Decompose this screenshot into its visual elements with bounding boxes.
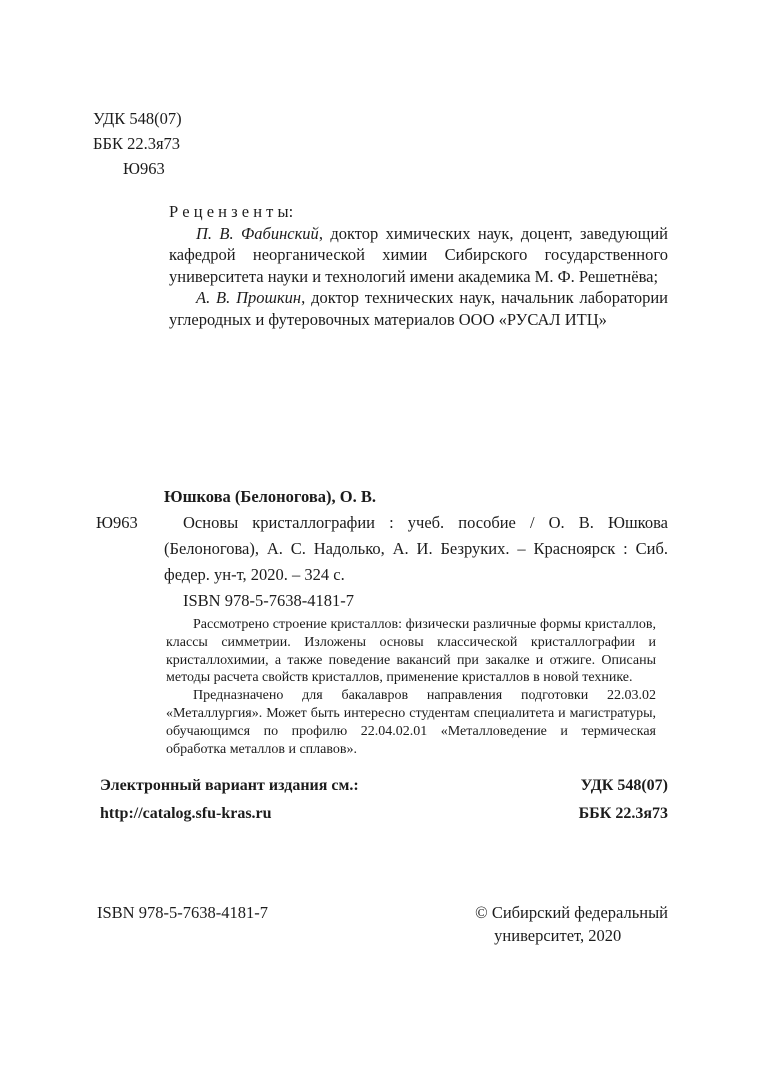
classification-codes [93, 106, 182, 181]
reviewer-description: , доктор химических наук, доцент, заведующий кафедрой неорганической химии Сибирского государственного университета науки и технологий имени академика М. Ф. Решетнёва; [169, 223, 668, 286]
electronic-udk-code: УДК 548(07) [580, 777, 668, 794]
footer-isbn: ISBN 978-5-7638-4181-7 [97, 903, 268, 922]
bbk-code: ББК 22.3я73 [93, 134, 181, 153]
reviewer-entry [169, 287, 668, 330]
udk-code: УДК 548(07) [93, 109, 182, 128]
abstract-section [166, 616, 656, 758]
bibliography-body [93, 510, 668, 588]
abstract-paragraph-1: Рассмотрено строение кристаллов: физически различные формы кристаллов, классы симметрии. Изложены основы классической кристаллографии и кристаллохимии, а также поведение вакансий при закалке и отжиге. Описаны методы расчета свойств кристаллов, применение кристаллов в новой технике. [166, 617, 656, 686]
electronic-edition-label: Электронный вариант издания см.: [100, 777, 359, 794]
copyright-line-1: © Сибирский федеральный [475, 903, 668, 922]
copyright-line-2: университет, 2020 [494, 926, 622, 945]
reviewer-entry [169, 223, 668, 288]
reviewers-section [169, 201, 668, 331]
bibliography-description: Основы кристаллографии : учеб. пособие / О. В. Юшкова (Белоногова), А. С. Надолько, А. И. Безруких. – Красноярск : Сиб. федер. ун-т, 2020. – 324 с. [164, 513, 668, 584]
reviewer-name: А. В. Прошкин [196, 288, 302, 308]
electronic-bbk-code: ББК 22.3я73 [578, 805, 668, 822]
reviewer-description: , доктор технических наук, начальник лаборатории углеродных и футеровочных материалов ООО «РУСАЛ ИТЦ» [169, 288, 668, 329]
bibliography-isbn: ISBN 978-5-7638-4181-7 [183, 591, 354, 610]
copyright-notice [475, 901, 668, 947]
electronic-edition-url: http://catalog.sfu-kras.ru [100, 805, 272, 822]
electronic-edition-section [100, 772, 668, 828]
electronic-edition-codes [579, 772, 668, 828]
reviewer-name: П. В. Фабинский [196, 223, 319, 243]
author-sign: Ю963 [123, 159, 165, 178]
bibliography-authors: Юшкова (Белоногова), О. В. [164, 487, 376, 506]
footer-section [97, 901, 668, 947]
abstract-paragraph-2: Предназначено для бакалавров направления подготовки 22.03.02 «Металлургия». Может быть интересно студентам специалитета и магистратуры, обучающимся по профилю 22.04.02.01 «Металловедение и термическая обработка металлов и сплавов». [166, 688, 656, 757]
electronic-edition-info [100, 772, 359, 828]
reviewers-heading: Р е ц е н з е н т ы: [169, 202, 294, 221]
bibliography-author-sign: Ю963 [96, 513, 138, 532]
bibliography-section [93, 484, 668, 614]
